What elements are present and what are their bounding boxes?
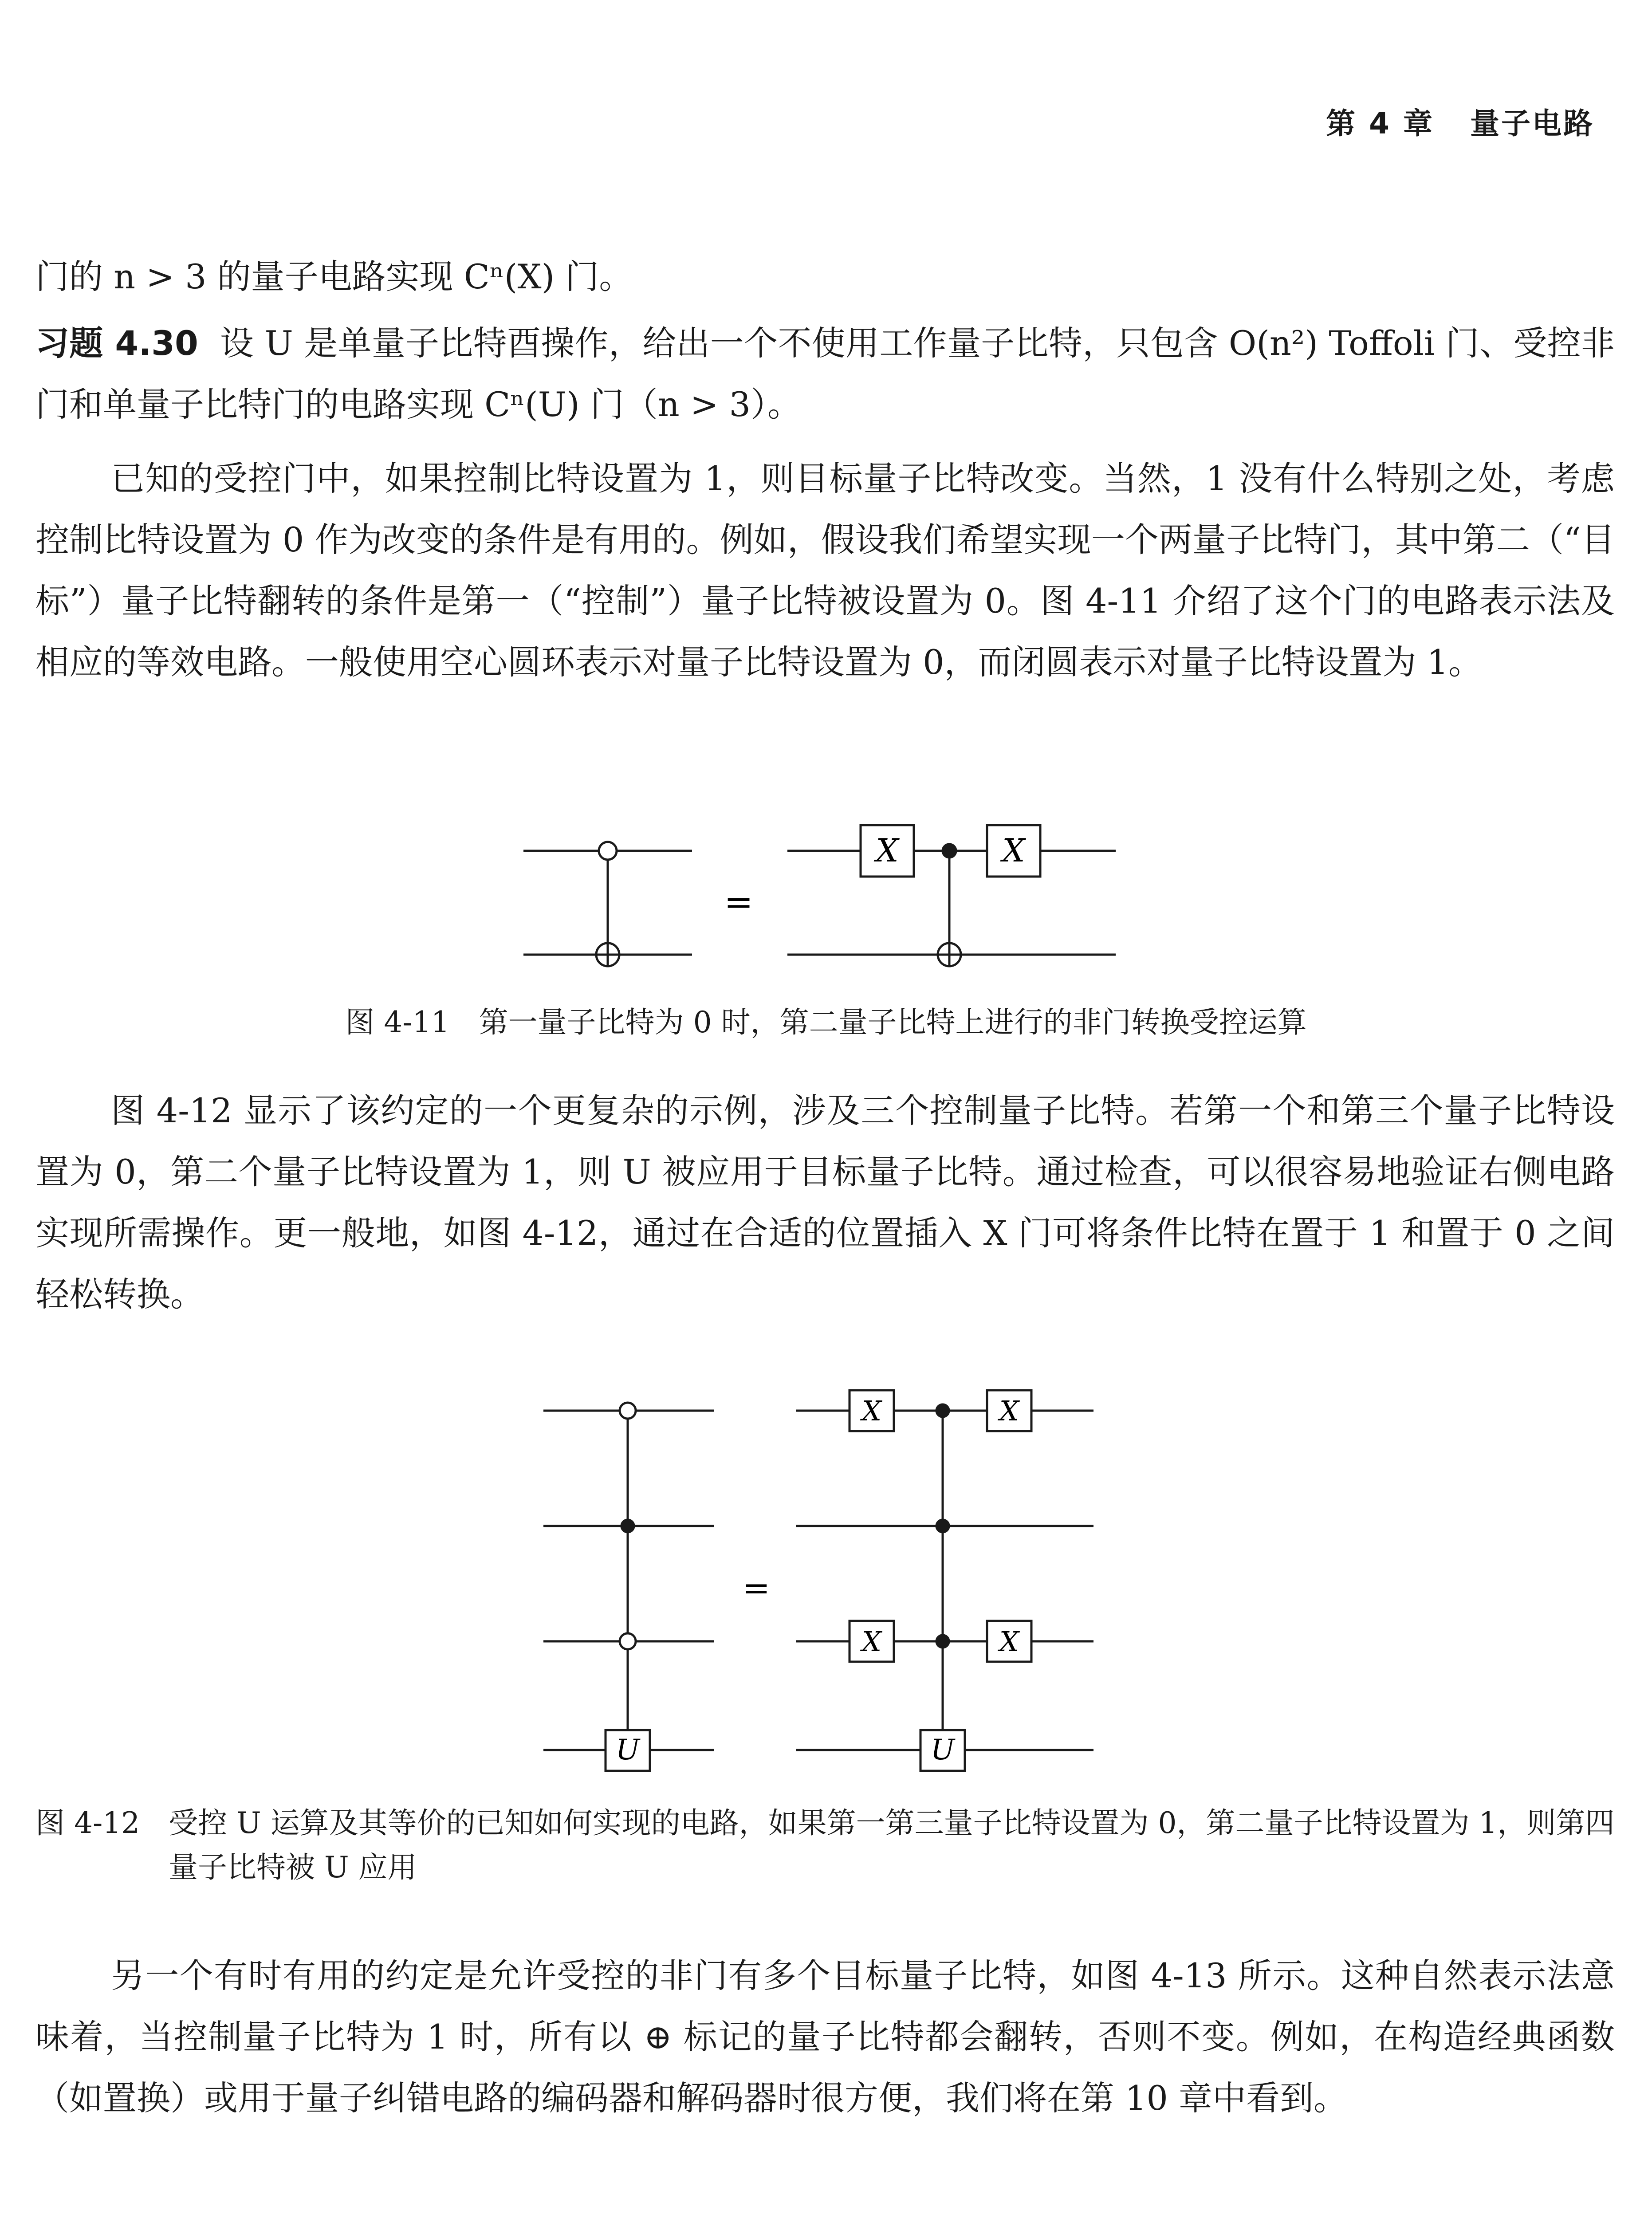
fig412-open-control-1: [620, 1403, 636, 1419]
fig412-right-control-2: [936, 1520, 949, 1532]
fig412-u-label-right: U: [931, 1734, 955, 1766]
figure-4-11-caption: 图 4-11 第一量子比特为 0 时，第二量子比特上进行的非门转换受控运算: [345, 1005, 1307, 1039]
chapter-number: 第 4 章: [1326, 106, 1435, 141]
fig411-open-control: [599, 842, 617, 860]
fig412-x-label-4: X: [999, 1625, 1019, 1658]
chapter-title: 量子电路: [1470, 106, 1594, 141]
fig412-right-control-3: [936, 1635, 949, 1648]
exercise-text: 设 U 是单量子比特酉操作，给出一个不使用工作量子比特，只包含 O(n²) Toffoli 门、受控非门和单量子比特门的电路实现 Cⁿ(U) 门（n > 3）。: [35, 323, 1615, 424]
fig412-open-control-3: [620, 1633, 636, 1649]
exercise-label: 习题 4.30: [35, 323, 198, 363]
paragraph-3: 另一个有时有用的约定是允许受控的非门有多个目标量子比特，如图 4-13 所示。这种自然表示法意味着，当控制量子比特为 1 时，所有以 ⊕ 标记的量子比特都会翻转，否则不变。例如，在构造经典函数（如置换）或用于量子纠错电路的编码器和解码器时很方便，我们将在第 10 章中看到。: [35, 1956, 1615, 2118]
fig412-equals: =: [742, 1569, 771, 1607]
figure-4-11: [0, 790, 1652, 1003]
figure-4-12-caption: [35, 1801, 1615, 1890]
fig411-equals: =: [724, 882, 753, 922]
continuation-line: 门的 n > 3 的量子电路实现 Cⁿ(X) 门。: [35, 257, 633, 296]
fig411-x-label-2: X: [1002, 832, 1025, 869]
fig412-caption-label: 图 4-12: [35, 1806, 140, 1840]
fig412-x-label-3: X: [861, 1625, 882, 1658]
fig412-u-label-left: U: [616, 1734, 640, 1766]
running-header: [1326, 100, 1594, 142]
fig412-right-control-1: [936, 1404, 949, 1417]
fig411-x-label-1: X: [876, 832, 899, 869]
figure-4-12: [0, 1375, 1652, 1783]
paragraph-1: 已知的受控门中，如果控制比特设置为 1，则目标量子比特改变。当然，1 没有什么特别之处，考虑控制比特设置为 0 作为改变的条件是有用的。例如，假设我们希望实现一个两量子比特门，其中第二（“目标”）量子比特翻转的条件是第一（“控制”）量子比特被设置为 0。图 4-11 介绍了这个门的电路表示法及相应的等效电路。一般使用空心圆环表示对量子比特设置为 0，而闭圆表示对量子比特设置为 1。: [35, 459, 1615, 682]
fig412-x-label-1: X: [861, 1395, 882, 1427]
fig412-filled-control-2: [621, 1520, 634, 1532]
fig411-filled-control: [943, 844, 956, 857]
exercise-4-30: [35, 313, 1615, 435]
fig412-x-label-2: X: [999, 1395, 1019, 1427]
paragraph-2: 图 4-12 显示了该约定的一个更复杂的示例，涉及三个控制量子比特。若第一个和第三个量子比特设置为 0，第二个量子比特设置为 1，则 U 被应用于目标量子比特。通过检查，可以很容易地验证右侧电路实现所需操作。更一般地，如图 4-12，通过在合适的位置插入 X 门可将条件比特在置于 1 和置于 0 之间轻松转换。: [35, 1091, 1615, 1314]
fig412-caption-text: 受控 U 运算及其等价的已知如何实现的电路，如果第一第三量子比特设置为 0，第二量子比特设置为 1，则第四量子比特被 U 应用: [169, 1806, 1615, 1884]
